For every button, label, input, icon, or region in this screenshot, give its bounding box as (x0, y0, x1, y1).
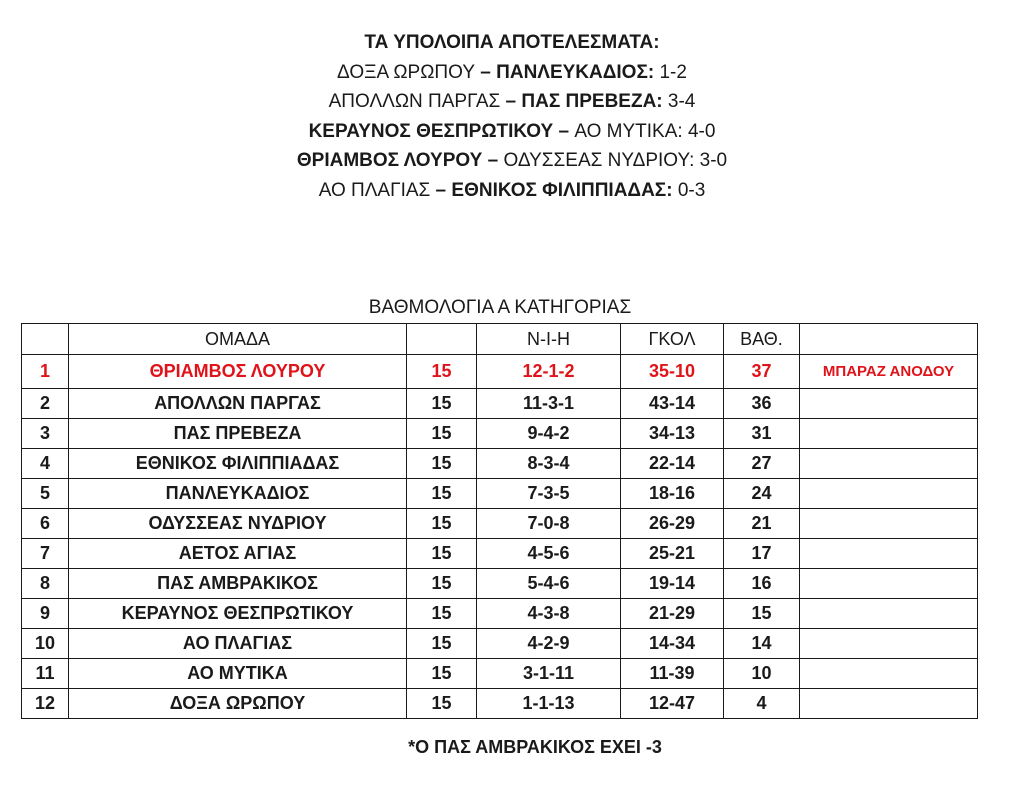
cell-played: 15 (407, 449, 477, 479)
match-away-team: ΠΑΣ ΠΡΕΒΕΖΑ (521, 91, 657, 112)
cell-record: 8-3-4 (477, 449, 621, 479)
cell-points: 10 (724, 659, 800, 689)
cell-played: 15 (407, 599, 477, 629)
match-home-team: ΑΟ ΠΛΑΓΙΑΣ (318, 179, 431, 201)
header-record: Ν-Ι-Η (477, 324, 621, 355)
match-score: 1-2 (659, 61, 687, 83)
cell-played: 15 (407, 419, 477, 449)
cell-record: 7-3-5 (477, 479, 621, 509)
match-line (0, 87, 1024, 117)
cell-note (800, 689, 978, 719)
cell-goals: 43-14 (621, 389, 724, 419)
cell-team: ΑΟ ΜΥΤΙΚΑ (69, 659, 407, 689)
cell-played: 15 (407, 629, 477, 659)
cell-played: 15 (407, 539, 477, 569)
cell-note (800, 419, 978, 449)
match-separator: – (482, 150, 504, 171)
cell-pos: 10 (22, 629, 69, 659)
match-home-team: ΘΡΙΑΜΒΟΣ ΛΟΥΡΟΥ (296, 150, 483, 171)
cell-goals: 26-29 (621, 509, 724, 539)
cell-pos: 2 (22, 389, 69, 419)
cell-points: 4 (724, 689, 800, 719)
cell-pos: 11 (22, 659, 69, 689)
cell-points: 37 (724, 355, 800, 389)
table-row (22, 419, 978, 449)
match-score: 3-0 (699, 150, 728, 171)
cell-note (800, 449, 978, 479)
match-away-team: ΟΔΥΣΣΕΑΣ ΝΥΔΡΙΟΥ (503, 150, 690, 171)
table-row (22, 569, 978, 599)
footnote: *Ο ΠΑΣ ΑΜΒΡΑΚΙΚΟΣ ΕΧΕΙ -3 (408, 737, 662, 757)
cell-pos: 6 (22, 509, 69, 539)
cell-played: 15 (407, 389, 477, 419)
cell-pos: 9 (22, 599, 69, 629)
cell-note (800, 389, 978, 419)
cell-points: 17 (724, 539, 800, 569)
match-line (0, 176, 1024, 206)
cell-record: 7-0-8 (477, 509, 621, 539)
cell-pos: 1 (22, 355, 69, 389)
match-score: 4-0 (687, 120, 716, 142)
match-separator: – (553, 120, 575, 142)
cell-goals: 14-34 (621, 629, 724, 659)
results-section (0, 28, 1024, 205)
cell-note (800, 599, 978, 629)
cell-points: 27 (724, 449, 800, 479)
match-away-team: ΕΘΝΙΚΟΣ ΦΙΛΙΠΠΙΑΔΑΣ (451, 179, 667, 201)
cell-team: ΘΡΙΑΜΒΟΣ ΛΟΥΡΟΥ (69, 355, 407, 389)
header-pos (22, 324, 69, 355)
cell-record: 5-4-6 (477, 569, 621, 599)
match-separator: – (475, 61, 497, 83)
cell-points: 21 (724, 509, 800, 539)
cell-played: 15 (407, 569, 477, 599)
match-line (0, 146, 1024, 176)
cell-played: 15 (407, 689, 477, 719)
cell-note (800, 539, 978, 569)
match-colon: : (647, 61, 660, 83)
match-colon: : (677, 120, 688, 142)
cell-note (800, 659, 978, 689)
cell-record: 4-5-6 (477, 539, 621, 569)
cell-points: 31 (724, 419, 800, 449)
cell-note (800, 569, 978, 599)
cell-points: 24 (724, 479, 800, 509)
cell-goals: 34-13 (621, 419, 724, 449)
table-row (22, 539, 978, 569)
header-goals: ΓΚΟΛ (621, 324, 724, 355)
cell-pos: 4 (22, 449, 69, 479)
cell-points: 36 (724, 389, 800, 419)
cell-note (800, 479, 978, 509)
cell-goals: 19-14 (621, 569, 724, 599)
cell-team: ΠΑΝΛΕΥΚΑΔΙΟΣ (69, 479, 407, 509)
match-score: 0-3 (677, 179, 706, 201)
table-row (22, 629, 978, 659)
match-separator: – (430, 179, 452, 201)
cell-goals: 21-29 (621, 599, 724, 629)
cell-played: 15 (407, 355, 477, 389)
cell-pos: 7 (22, 539, 69, 569)
cell-record: 11-3-1 (477, 389, 621, 419)
cell-team: ΑΠΟΛΛΩΝ ΠΑΡΓΑΣ (69, 389, 407, 419)
header-played (407, 324, 477, 355)
table-row (22, 599, 978, 629)
cell-team: ΚΕΡΑΥΝΟΣ ΘΕΣΠΡΩΤΙΚΟΥ (69, 599, 407, 629)
cell-points: 15 (724, 599, 800, 629)
cell-pos: 3 (22, 419, 69, 449)
cell-record: 4-3-8 (477, 599, 621, 629)
match-colon: : (689, 150, 700, 171)
table-row (22, 355, 978, 389)
cell-goals: 35-10 (621, 355, 724, 389)
cell-team: ΔΟΞΑ ΩΡΩΠΟΥ (69, 689, 407, 719)
cell-goals: 11-39 (621, 659, 724, 689)
match-colon: : (666, 179, 678, 201)
cell-note (800, 509, 978, 539)
table-row (22, 449, 978, 479)
cell-record: 3-1-11 (477, 659, 621, 689)
cell-team: ΕΘΝΙΚΟΣ ΦΙΛΙΠΠΙΑΔΑΣ (69, 449, 407, 479)
cell-team: ΠΑΣ ΑΜΒΡΑΚΙΚΟΣ (69, 569, 407, 599)
match-list (0, 58, 1024, 206)
cell-played: 15 (407, 479, 477, 509)
match-line (0, 117, 1024, 147)
match-home-team: ΔΟΞΑ ΩΡΩΠΟΥ (337, 61, 475, 83)
table-header-row (22, 324, 978, 355)
cell-team: ΟΔΥΣΣΕΑΣ ΝΥΔΡΙΟΥ (69, 509, 407, 539)
match-away-team: ΑΟ ΜΥΤΙΚΑ (574, 120, 678, 142)
match-home-team: ΑΠΟΛΛΩΝ ΠΑΡΓΑΣ (328, 91, 501, 112)
cell-note: ΜΠΑΡΑΖ ΑΝΟΔΟΥ (800, 355, 978, 389)
cell-pos: 8 (22, 569, 69, 599)
match-separator: – (500, 91, 522, 112)
cell-record: 1-1-13 (477, 689, 621, 719)
match-colon: : (656, 91, 668, 112)
cell-played: 15 (407, 659, 477, 689)
cell-record: 12-1-2 (477, 355, 621, 389)
table-row (22, 689, 978, 719)
match-score: 3-4 (667, 91, 696, 112)
cell-pos: 12 (22, 689, 69, 719)
header-note (800, 324, 978, 355)
standings-table (21, 323, 978, 719)
table-row (22, 389, 978, 419)
match-away-team: ΠΑΝΛΕΥΚΑΔΙΟΣ (496, 61, 648, 83)
cell-pos: 5 (22, 479, 69, 509)
table-row (22, 509, 978, 539)
header-points: ΒΑΘ. (724, 324, 800, 355)
cell-played: 15 (407, 509, 477, 539)
cell-team: ΑΕΤΟΣ ΑΓΙΑΣ (69, 539, 407, 569)
cell-team: ΑΟ ΠΛΑΓΙΑΣ (69, 629, 407, 659)
cell-goals: 12-47 (621, 689, 724, 719)
cell-goals: 18-16 (621, 479, 724, 509)
cell-points: 16 (724, 569, 800, 599)
table-row (22, 479, 978, 509)
table-row (22, 659, 978, 689)
cell-goals: 25-21 (621, 539, 724, 569)
match-line (0, 58, 1024, 88)
cell-team: ΠΑΣ ΠΡΕΒΕΖΑ (69, 419, 407, 449)
cell-note (800, 629, 978, 659)
results-title: ΤΑ ΥΠΟΛΟΙΠΑ ΑΠΟΤΕΛΕΣΜΑΤΑ: (364, 32, 660, 53)
cell-goals: 22-14 (621, 449, 724, 479)
cell-record: 9-4-2 (477, 419, 621, 449)
cell-points: 14 (724, 629, 800, 659)
header-team: ΟΜΑΔΑ (69, 324, 407, 355)
standings-title: ΒΑΘΜΟΛΟΓΙΑ Α ΚΑΤΗΓΟΡΙΑΣ (368, 297, 632, 318)
cell-record: 4-2-9 (477, 629, 621, 659)
match-home-team: ΚΕΡΑΥΝΟΣ ΘΕΣΠΡΩΤΙΚΟΥ (308, 120, 554, 142)
